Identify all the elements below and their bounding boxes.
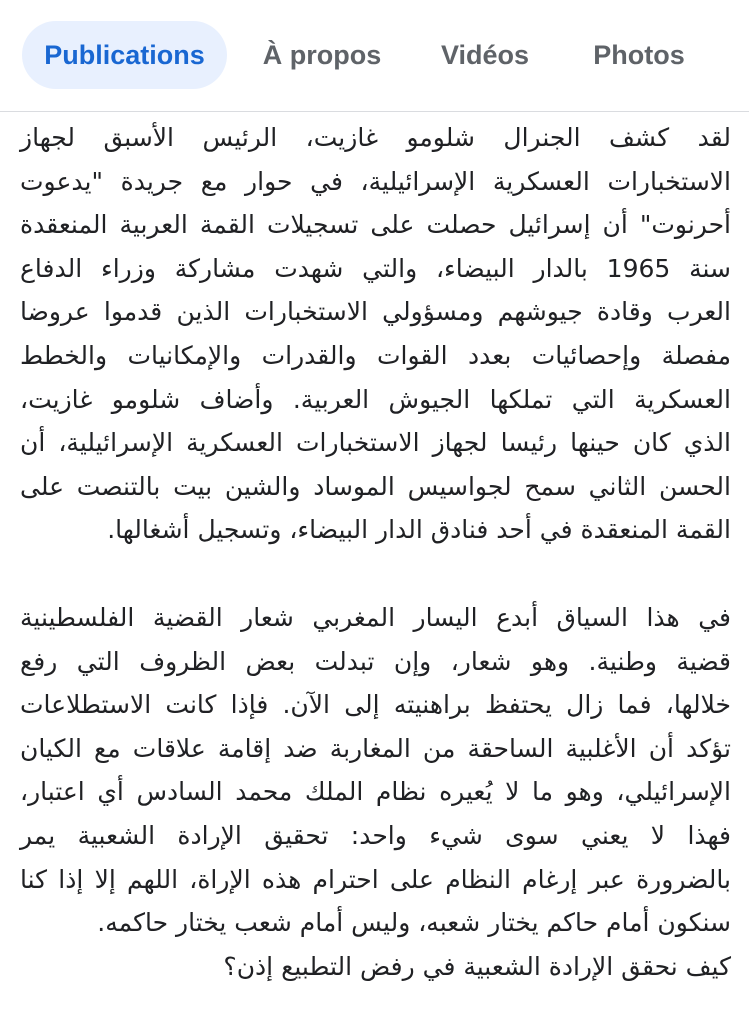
- text-line: مفصلة وإحصائيات بعدد القوات والقدرات والإمكانيات والخطط: [20, 340, 731, 370]
- text-line: تؤكد أن الأغلبية الساحقة من المغاربة ضد إقامة علاقات مع الكيان: [20, 733, 731, 763]
- text-line: أحرنوت" أن إسرائيل حصلت على تسجيلات القمة العربية المنعقدة: [20, 210, 731, 240]
- text-line: الاستخبارات العسكرية الإسرائيلية، في حوار مع جريدة "يدعوت: [20, 166, 731, 196]
- text-line: لقد كشف الجنرال شلومو غازيت، الرئيس الأسبق لجهاز: [20, 123, 731, 152]
- text-line: خلالها، فما زال يحتفظ براهنيته إلى الآن. فإذا كانت الاستطلاعات: [20, 690, 731, 720]
- text-line: بالضرورة عبر إرغام النظام على احترام هذه الإراة، اللهم إلا إذا كنا: [20, 864, 731, 894]
- text-line: سنة 1965 بالدار البيضاء، والتي شهدت مشاركة وزراء الدفاع: [20, 253, 731, 283]
- post-paragraph: [20, 116, 731, 552]
- text-line: الإسرائيلي، وهو ما لا يُعيره نظام الملك محمد السادس أي اعتبار،: [20, 777, 731, 807]
- text-line: العسكرية التي تملكها الجيوش العربية. وأضاف شلومو غازيت،: [20, 384, 731, 414]
- text-line: الحسن الثاني سمح لجواسيس الموساد والشين بيت بالتنصت على: [20, 471, 731, 501]
- post-body: [20, 116, 731, 988]
- tab-publications[interactable]: Publications: [22, 21, 227, 89]
- text-line: القمة المنعقدة في أحد فنادق الدار البيضاء، وتسجيل أشغالها.: [107, 515, 731, 545]
- text-line: قضية وطنية. وهو شعار، وإن تبدلت بعض الظروف التي رفع: [20, 646, 731, 676]
- text-line: كيف نحقق الإرادة الشعبية في رفض التطبيع إذن؟: [223, 951, 731, 981]
- tab-photos[interactable]: Photos: [593, 40, 685, 70]
- text-line: في هذا السياق أبدع اليسار المغربي شعار القضية الفلسطينية: [20, 602, 731, 632]
- text-line: سنكون أمام حاكم يختار شعبه، وليس أمام شعب يختار حاكمه.: [97, 908, 731, 938]
- text-line: العرب وقادة جيوشهم ومسؤولي الاستخبارات الذين قدموا عروضا: [20, 297, 731, 327]
- tab-videos[interactable]: Vidéos: [440, 40, 530, 70]
- tab-about[interactable]: À propos: [262, 40, 382, 70]
- post-paragraph: [20, 596, 731, 988]
- text-line: فهذا لا يعني سوى شيء واحد: تحقيق الإرادة الشعبية يمر: [20, 820, 731, 850]
- text-line: الذي كان حينها رئيسا لجهاز الاستخبارات العسكرية الإسرائيلية، أن: [20, 428, 731, 458]
- tab-bar: [0, 0, 749, 112]
